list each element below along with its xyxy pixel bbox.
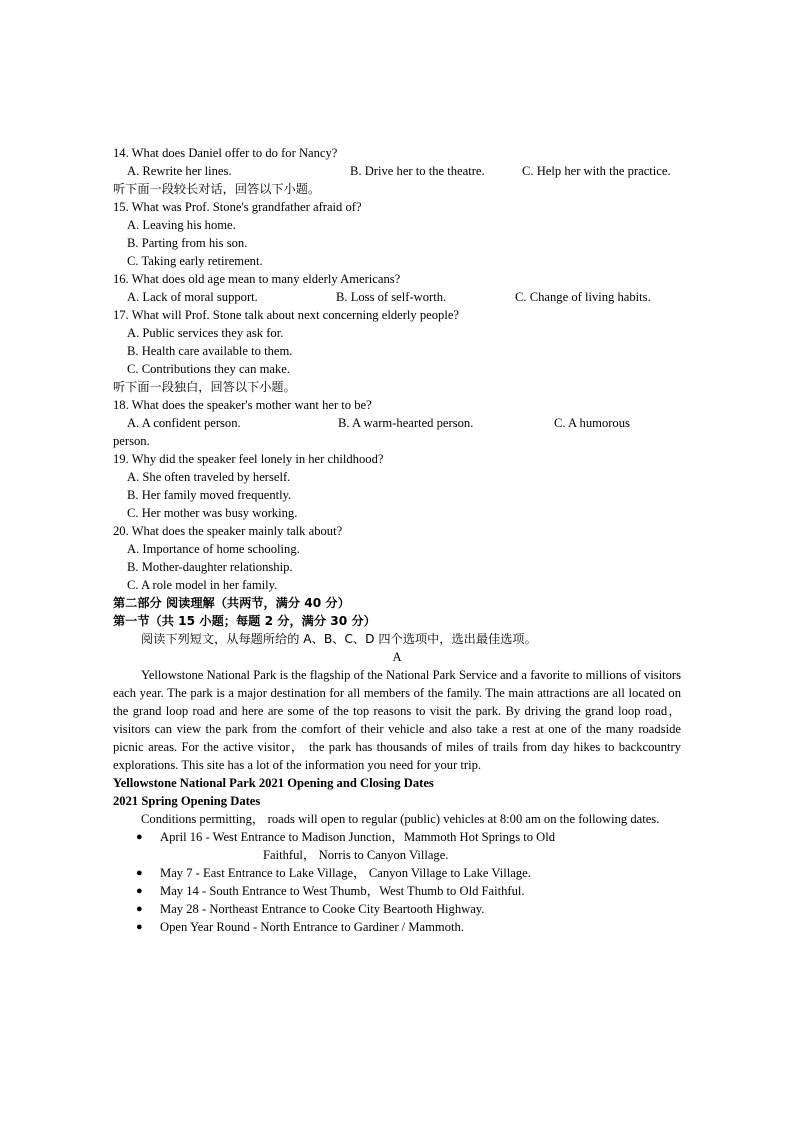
bullet-icon: ● (136, 831, 143, 843)
option-b: B. Health care available to them. (127, 344, 293, 358)
option-c: C. Contributions they can make. (127, 362, 290, 376)
list-item-text: May 14 - South Entrance to West Thumb，West Thumb to Old Faithful. (160, 884, 525, 898)
list-item-text: May 28 - Northeast Entrance to Cooke City Beartooth Highway. (160, 902, 485, 916)
conditions-text: Conditions permitting， roads will open to regular (public) vehicles at 8:00 am on the following dates. (141, 812, 660, 826)
list-item (113, 918, 681, 936)
option-c: C. Taking early retirement. (127, 254, 263, 268)
option-c: C. Her mother was busy working. (127, 506, 298, 520)
question-16: 16. What does old age mean to many elderly Americans? (113, 272, 401, 286)
list-item (113, 828, 681, 864)
option-b: B. Parting from his son. (127, 236, 248, 250)
option-b: B. Loss of self-worth. (336, 290, 447, 304)
bullet-icon: ● (136, 885, 143, 897)
list-item (113, 882, 681, 900)
reading-instruction: 阅读下列短文，从每题所给的 A、B、C、D 四个选项中，选出最佳选项。 (141, 632, 537, 646)
part-2-heading: 第二部分 阅读理解（共两节，满分 40 分） (113, 596, 350, 610)
option-a: A. Public services they ask for. (127, 326, 284, 340)
question-18: 18. What does the speaker's mother want her to be? (113, 398, 372, 412)
bullet-icon: ● (136, 903, 143, 915)
list-item-continuation: Faithful， Norris to Canyon Village. (263, 848, 449, 862)
directions-long-dialogue: 听下面一段较长对话，回答以下小题。 (113, 182, 321, 196)
list-item-text: April 16 - West Entrance to Madison Junction，Mammoth Hot Springs to Old (160, 830, 556, 844)
option-a: A. A confident person. (127, 416, 241, 430)
section-1-heading: 第一节（共 15 小题；每题 2 分，满分 30 分） (113, 614, 376, 628)
list-item (113, 864, 681, 882)
dates-title: Yellowstone National Park 2021 Opening and Closing Dates (113, 776, 434, 790)
directions-monologue: 听下面一段独白，回答以下小题。 (113, 380, 296, 394)
question-17: 17. What will Prof. Stone talk about next concerning elderly people? (113, 308, 460, 322)
question-20: 20. What does the speaker mainly talk about? (113, 524, 343, 538)
question-15: 15. What was Prof. Stone's grandfather afraid of? (113, 200, 362, 214)
list-item (113, 900, 681, 918)
list-item-text: May 7 - East Entrance to Lake Village， Canyon Village to Lake Village. (160, 866, 531, 880)
page-content (113, 144, 681, 936)
spring-title: 2021 Spring Opening Dates (113, 794, 261, 808)
option-c: C. A role model in her family. (127, 578, 278, 592)
option-b: B. Drive her to the theatre. (350, 164, 485, 178)
option-b: B. Mother-daughter relationship. (127, 560, 293, 574)
option-a: A. Leaving his home. (127, 218, 236, 232)
question-14-options (113, 162, 681, 180)
opening-dates-list (113, 828, 681, 936)
option-c: C. Help her with the practice. (522, 164, 671, 178)
option-a: A. Importance of home schooling. (127, 542, 300, 556)
question-19: 19. Why did the speaker feel lonely in her childhood? (113, 452, 384, 466)
question-16-options (113, 288, 681, 306)
option-a: A. Rewrite her lines. (127, 164, 232, 178)
list-item-text: Open Year Round - North Entrance to Gardiner / Mammoth. (160, 920, 464, 934)
question-18-options (113, 414, 681, 432)
passage-label: A (392, 650, 402, 664)
option-c: C. Change of living habits. (515, 290, 651, 304)
option-a: A. She often traveled by herself. (127, 470, 291, 484)
option-b: B. Her family moved frequently. (127, 488, 292, 502)
bullet-icon: ● (136, 867, 143, 879)
passage-paragraph: Yellowstone National Park is the flagship of the National Park Service and a favorite to millions of visitors each year. The park is a major destination for all members of the family. The main attractions are all located on the grand loop road and here are some of the top reasons to visit the park. By driving the grand loop road， visitors can view the park from the comfort of their vehicle and also take a rest at one of the many roadside picnic areas. For the active visitor， the park has thousands of miles of trails from day hikes to backcountry explorations. This site has a lot of the information you need for your trip. (113, 668, 681, 772)
option-b: B. A warm-hearted person. (338, 416, 474, 430)
option-c: C. A humorous (554, 416, 630, 430)
option-c-wrap: person. (113, 434, 150, 448)
option-a: A. Lack of moral support. (127, 290, 258, 304)
bullet-icon: ● (136, 921, 143, 933)
question-14: 14. What does Daniel offer to do for Nancy? (113, 146, 338, 160)
